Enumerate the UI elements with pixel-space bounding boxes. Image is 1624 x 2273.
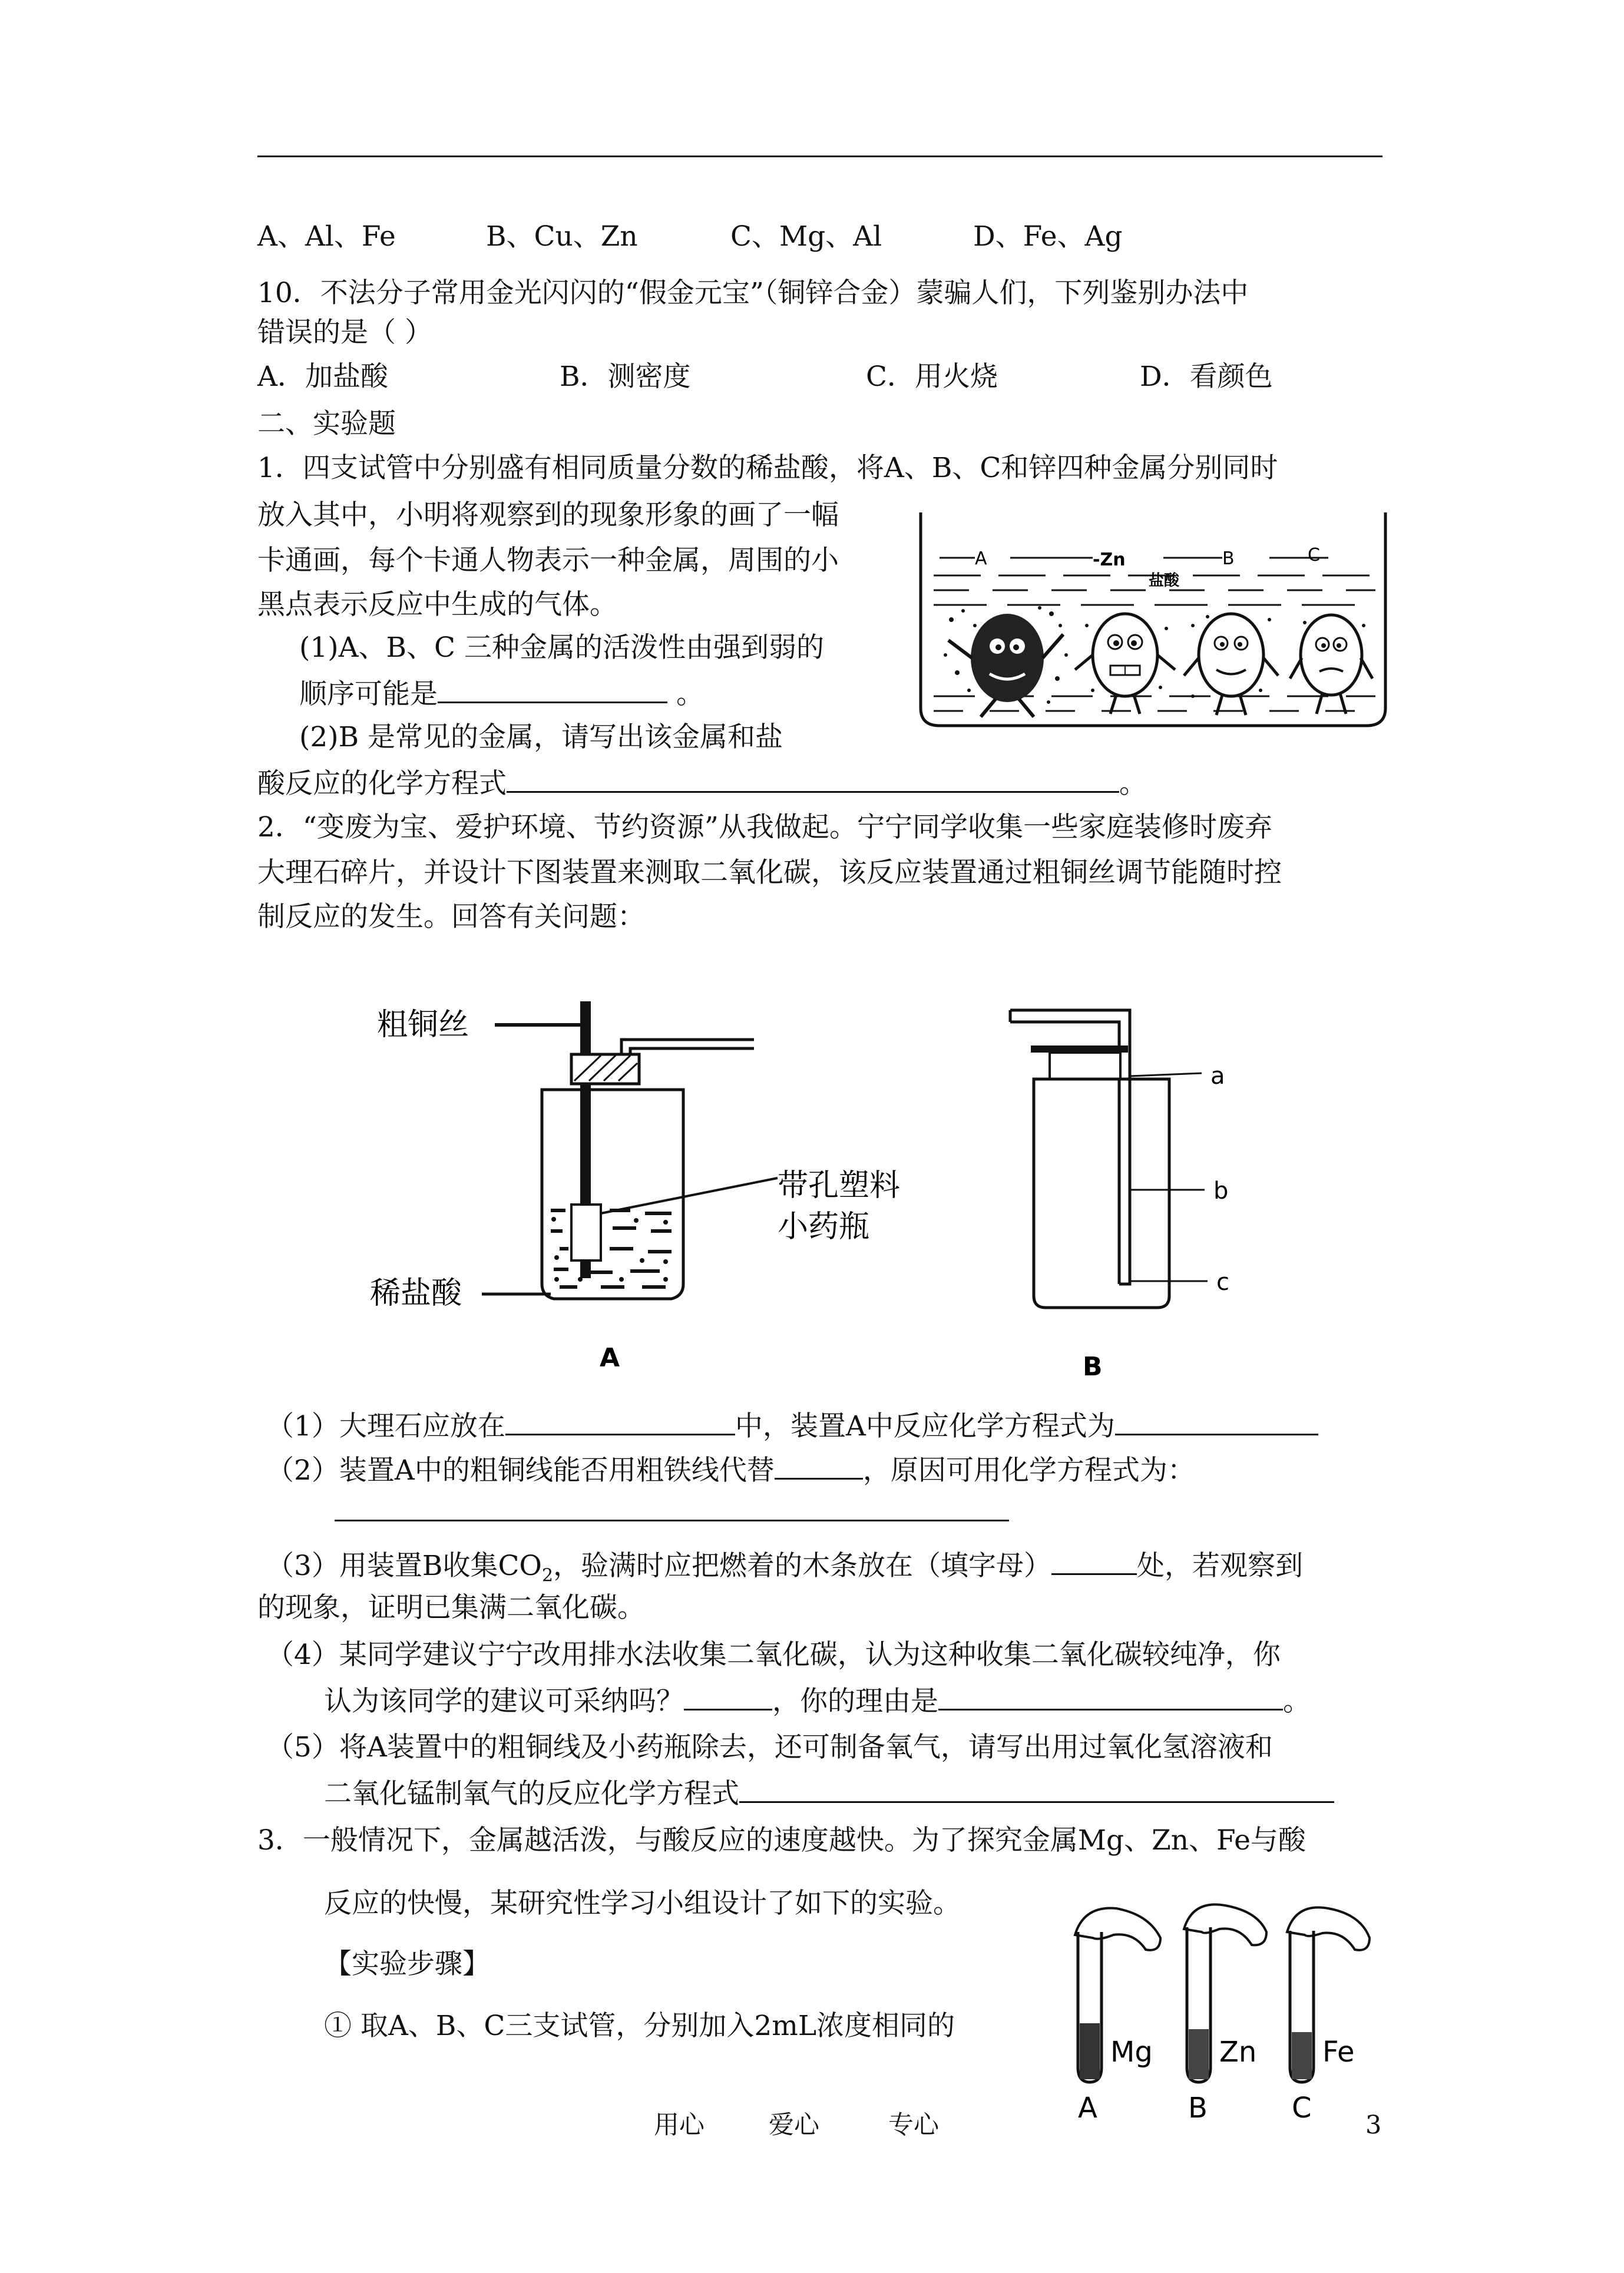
cartoon-metal-zn-character	[1075, 614, 1175, 714]
tube-label-zn: Zn	[1219, 2036, 1257, 2069]
footer-motto-3: 专心	[888, 2110, 939, 2140]
exp2-s4-mid: ，你的理由是	[772, 1685, 938, 1718]
exp2-line2: 大理石碎片，并设计下图装置来测取二氧化碳，该反应装置通过粗铜丝调节能随时控	[257, 856, 1282, 889]
cartoon-metal-b-character	[1184, 614, 1278, 715]
exp1-line1: 1．四支试管中分别盛有相同质量分数的稀盐酸，将A、B、C和锌四种金属分别同时	[257, 452, 1278, 484]
exp2-s4: （4）某同学建议宁宁改用排水法收集二氧化碳，认为这种收集二氧化碳较纯净，你	[266, 1639, 1281, 1671]
exp2-s1-mid: 中，装置A中反应化学方程式为	[735, 1410, 1115, 1442]
exp2-s2-suffix: ，原因可用化学方程式为：	[862, 1454, 1195, 1487]
exp1-q2-line2	[257, 764, 1147, 802]
exp1-line3: 卡通画，每个卡通人物表示一种金属，周围的小	[257, 544, 839, 577]
q9-option-d: D、Fe、Ag	[973, 220, 1123, 253]
exp2-s5-prefix: 二氧化锰制氧气的反应化学方程式	[324, 1778, 739, 1810]
exp3-line1: 3．一般情况下，金属越活泼，与酸反应的速度越快。为了探究金属Mg、Zn、Fe与酸	[257, 1824, 1306, 1857]
exp2-s2	[266, 1451, 1195, 1488]
apparatus-a	[370, 1001, 900, 1373]
exp1-q2-suffix: 。	[1119, 767, 1147, 800]
label-plastic-vial-line1: 带孔塑料	[778, 1168, 901, 1203]
exp2-line1: 2．“变废为宝、爱护环境、节约资源”从我做起。宁宁同学收集一些家庭装修时废弃	[257, 811, 1272, 843]
label-point-a: a	[1210, 1063, 1225, 1090]
exp3-step1: ① 取A、B、C三支试管，分别加入2mL浓度相同的	[324, 2010, 955, 2042]
co2-apparatus-figure	[353, 990, 1343, 1378]
exp2-s4-prefix: 认为该同学的建议可采纳吗？	[324, 1685, 684, 1718]
apparatus-b	[1010, 1010, 1229, 1378]
cartoon-metal-c-character	[1290, 615, 1372, 714]
exp2-line3: 制反应的发生。回答有关问题：	[257, 901, 645, 933]
tube-label-b: B	[1188, 2092, 1208, 2125]
exp2-s1-blank-location[interactable]	[505, 1407, 735, 1435]
q9-option-a: A、Al、Fe	[257, 220, 396, 253]
exp1-q1-line1: (1)A、B、C 三种金属的活泼性由强到弱的	[299, 631, 824, 664]
cartoon-label-c: C	[1308, 545, 1320, 565]
footer-motto-2: 爱心	[769, 2110, 819, 2140]
label-copper-wire: 粗铜丝	[377, 1007, 469, 1043]
exp2-s1-prefix: （1）大理石应放在	[266, 1410, 505, 1442]
exp2-s3-mid: ，验满时应把燃着的木条放在（填字母）	[553, 1550, 1052, 1582]
q9-option-c: C、Mg、Al	[730, 220, 882, 253]
exp2-s1-blank-equation[interactable]	[1115, 1407, 1318, 1435]
page-number: 3	[1365, 2110, 1382, 2140]
exp2-s3-suffix: 处，若观察到	[1137, 1550, 1304, 1582]
exp2-s3-line2: 的现象，证明已集满二氧化碳。	[257, 1592, 645, 1624]
exp2-s3-prefix: （3）用装置B收集CO	[266, 1550, 542, 1582]
exp2-s4-suffix: 。	[1283, 1685, 1311, 1718]
exp1-q2-answer-blank[interactable]	[507, 764, 1119, 793]
cartoon-metal-a-character	[944, 606, 1068, 717]
exp1-q1-line2	[299, 674, 704, 712]
exp1-q2-prefix: 酸反应的化学方程式	[257, 767, 507, 800]
cartoon-label-zn: -Zn	[1093, 550, 1126, 570]
exp2-s3	[266, 1546, 1303, 1593]
exp3-steps-title: 【实验步骤】	[324, 1948, 490, 1980]
test-tube-b	[1184, 1904, 1266, 2125]
exp1-q1-prefix: 顺序可能是	[299, 678, 438, 710]
label-apparatus-a: A	[600, 1343, 620, 1373]
q10-line1: 10．不法分子常用金光闪闪的“假金元宝”（铜锌合金）蒙骗人们，下列鉴别办法中	[257, 277, 1249, 309]
exp1-line4: 黑点表示反应中生成的气体。	[257, 588, 617, 621]
exp2-s4-blank-yesno[interactable]	[684, 1682, 772, 1710]
exp1-q1-answer-blank[interactable]	[438, 674, 667, 703]
section-title: 二、实验题	[257, 408, 396, 440]
exp2-s2-prefix: （2）装置A中的粗铜线能否用粗铁线代替	[266, 1454, 775, 1487]
exp2-s3-blank-letter[interactable]	[1051, 1546, 1137, 1575]
q10-line2: 错误的是（ ）	[257, 316, 432, 349]
q9-option-b: B、Cu、Zn	[486, 220, 638, 253]
label-dilute-hcl: 稀盐酸	[370, 1276, 462, 1311]
q10-option-d: D．看颜色	[1140, 360, 1273, 393]
exp2-s2-blank-equation[interactable]	[335, 1520, 1009, 1521]
tube-label-fe: Fe	[1322, 2036, 1355, 2069]
tube-label-c: C	[1292, 2092, 1312, 2125]
metals-cartoon-figure	[916, 508, 1390, 730]
exp2-s4-blank-reason[interactable]	[938, 1682, 1283, 1710]
q10-option-a: A．加盐酸	[257, 360, 388, 393]
exp2-s5-line2	[324, 1774, 1334, 1812]
exp2-s2-blank-yesno[interactable]	[775, 1451, 863, 1480]
header-rule	[257, 155, 1382, 157]
exp1-q1-suffix: 。	[667, 678, 704, 710]
cartoon-label-b: B	[1222, 548, 1235, 569]
exp3-line2: 反应的快慢，某研究性学习小组设计了如下的实验。	[324, 1887, 961, 1920]
footer-motto-1: 用心	[654, 2110, 704, 2140]
cartoon-label-acid: 盐酸	[1149, 572, 1180, 590]
test-tubes-figure	[1057, 1891, 1387, 2126]
label-point-b: b	[1213, 1177, 1229, 1205]
exp2-s1	[266, 1407, 1318, 1444]
exp2-s5-blank-equation[interactable]	[739, 1774, 1334, 1803]
label-point-c: c	[1216, 1269, 1229, 1296]
tube-label-a: A	[1078, 2092, 1097, 2125]
exp1-q2-line1: (2)B 是常见的金属，请写出该金属和盐	[299, 721, 783, 753]
tube-label-mg: Mg	[1110, 2036, 1153, 2069]
label-plastic-vial-line2: 小药瓶	[778, 1209, 870, 1245]
cartoon-label-a: A	[975, 548, 987, 569]
exp1-line2: 放入其中，小明将观察到的现象形象的画了一幅	[257, 499, 839, 531]
exp2-s3-subscript: 2	[541, 1565, 554, 1586]
exp2-s4-line2	[324, 1682, 1311, 1719]
label-apparatus-b: B	[1083, 1352, 1103, 1378]
q10-option-c: C．用火烧	[866, 360, 998, 393]
q10-option-b: B．测密度	[560, 360, 691, 393]
exp2-s5: （5）将A装置中的粗铜线及小药瓶除去，还可制备氧气，请写出用过氧化氢溶液和	[266, 1731, 1273, 1764]
test-tube-a	[1075, 1908, 1160, 2125]
test-tube-c	[1287, 1907, 1370, 2125]
